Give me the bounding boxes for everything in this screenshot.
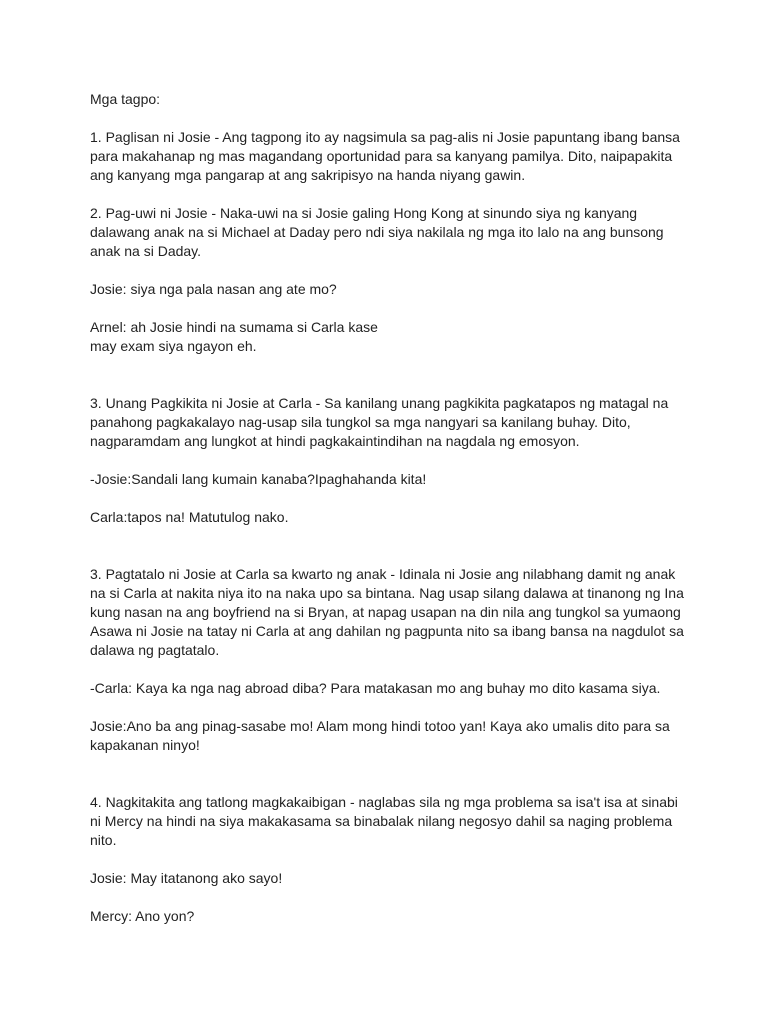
document-body xyxy=(90,90,690,926)
scene-4-line-4: Asawa ni Josie na tatay ni Carla at ang dahilan ng pagpunta nito sa ibang bansa na nagdulot sa xyxy=(90,623,684,639)
scene-3-line-2: panahong pagkakalayo nag-usap sila tungkol sa mga nangyari sa kanilang buhay. Dito, xyxy=(90,414,631,430)
scene-2-line-3: anak na si Daday. xyxy=(90,243,202,259)
document-heading: Mga tagpo: xyxy=(90,91,161,107)
scene-4-line-3: kung nasan na ang boyfriend na si Bryan, at napag usapan na din nila ang tungkol sa yumaong xyxy=(90,604,681,620)
dialogue-arnel-line-2: may exam siya ngayon eh. xyxy=(90,338,257,354)
scene-1-line-2: para makahanap ng mas magandang oportunidad para sa kanyang pamilya. Dito, naipapakita xyxy=(90,148,673,164)
scene-4-line-5: dalawa ng pagtatalo. xyxy=(90,642,220,658)
scene-4-line-1: 3. Pagtatalo ni Josie at Carla sa kwarto ng anak - Idinala ni Josie ang nilabhang damit ng anak xyxy=(90,566,676,582)
scene-3-line-1: 3. Unang Pagkikita ni Josie at Carla - Sa kanilang unang pagkikita pagkatapos ng matagal na xyxy=(90,395,669,411)
dialogue-josie-3-line-2: kapakanan ninyo! xyxy=(90,737,200,753)
scene-5-line-2: ni Mercy na hindi na siya makakasama sa binabalak nilang negosyo dahil sa naging problema xyxy=(90,813,673,829)
scene-5-line-3: nito. xyxy=(90,832,117,848)
scene-4-line-2: na si Carla at nakita niya ito na naka upo sa bintana. Nag usap silang dalawa at tinanong ng Ina xyxy=(90,585,684,601)
scene-3-line-3: nagparamdam ang lungkot at hindi pagkakaintindihan na nagdala ng emosyon. xyxy=(90,433,580,449)
scene-2-line-2: dalawang anak na si Michael at Daday pero ndi siya nakilala ng mga ito lalo na ang bunsong xyxy=(90,224,664,240)
dialogue-josie-2: -Josie:Sandali lang kumain kanaba?Ipaghahanda kita! xyxy=(90,471,427,487)
scene-5-line-1: 4. Nagkitakita ang tatlong magkakaibigan - naglabas sila ng mga problema sa isa't isa at sinabi xyxy=(90,794,678,810)
scene-1-line-3: ang kanyang mga pangarap at ang sakripisyo na handa niyang gawin. xyxy=(90,167,526,183)
dialogue-carla-1: Carla:tapos na! Matutulog nako. xyxy=(90,509,289,525)
dialogue-arnel-line-1: Arnel: ah Josie hindi na sumama si Carla kase xyxy=(90,319,378,335)
dialogue-josie-3-line-1: Josie:Ano ba ang pinag-sasabe mo! Alam mong hindi totoo yan! Kaya ako umalis dito para sa xyxy=(90,718,670,734)
dialogue-carla-2: -Carla: Kaya ka nga nag abroad diba? Para matakasan mo ang buhay mo dito kasama siya. xyxy=(90,680,661,696)
scene-2-line-1: 2. Pag-uwi ni Josie - Naka-uwi na si Josie galing Hong Kong at sinundo siya ng kanyang xyxy=(90,205,638,221)
dialogue-josie-4: Josie: May itatanong ako sayo! xyxy=(90,870,283,886)
dialogue-josie-1: Josie: siya nga pala nasan ang ate mo? xyxy=(90,281,337,297)
scene-1-line-1: 1. Paglisan ni Josie - Ang tagpong ito ay nagsimula sa pag-alis ni Josie papuntang ibang bansa xyxy=(90,129,680,145)
dialogue-mercy-1: Mercy: Ano yon? xyxy=(90,908,195,924)
